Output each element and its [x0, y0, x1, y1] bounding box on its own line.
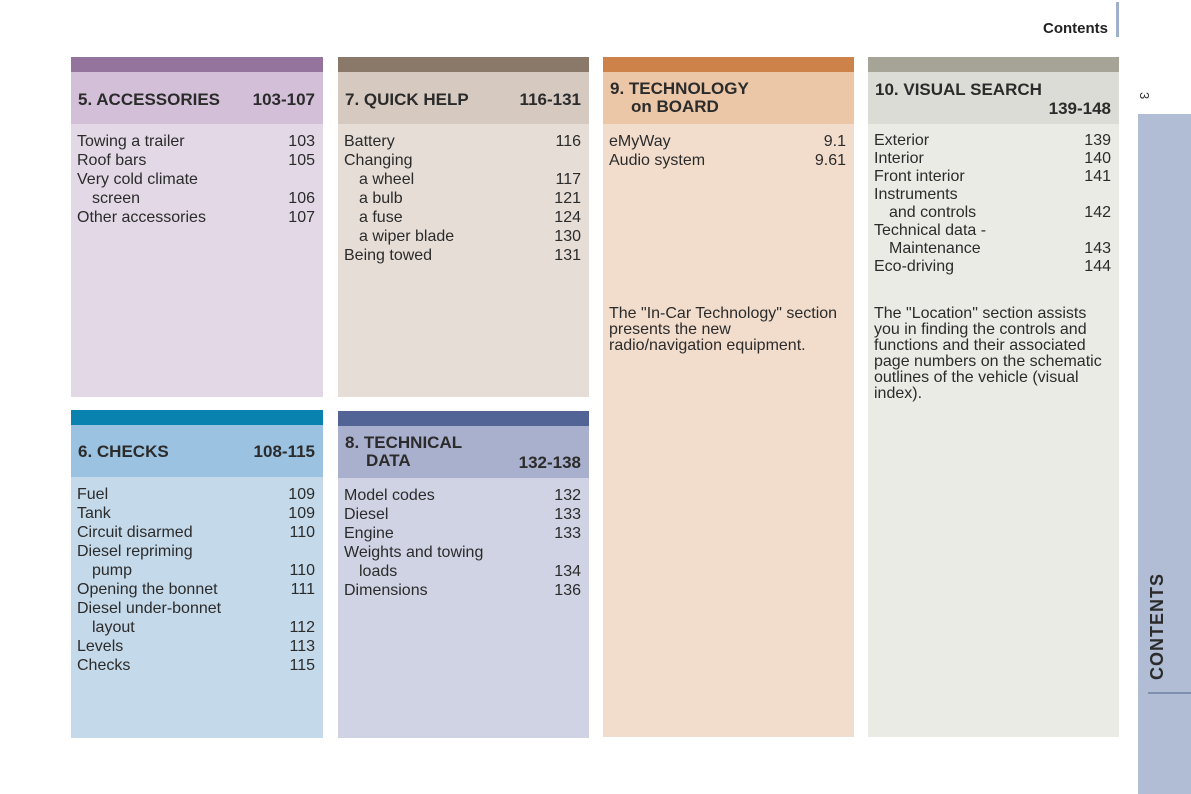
section-heading — [71, 425, 323, 477]
entry-label: Roof bars — [77, 152, 147, 169]
toc-entry[interactable] — [77, 523, 315, 542]
entry-label: layout — [92, 619, 135, 636]
side-tab-label: CONTENTS — [1147, 573, 1167, 680]
entry-page-number: 143 — [1084, 240, 1111, 257]
section-technical-data[interactable] — [338, 411, 589, 738]
entry-label: Technical data - — [874, 222, 987, 239]
entry-label: Interior — [874, 150, 924, 167]
entry-label: Tank — [77, 505, 111, 522]
entry-page-number: 110 — [289, 524, 315, 541]
entry-label: Fuel — [77, 486, 109, 503]
toc-entry[interactable] — [344, 208, 581, 227]
entry-label: Checks — [77, 657, 131, 674]
entry-label: Diesel — [344, 506, 389, 523]
section-body — [338, 478, 589, 738]
section-checks[interactable] — [71, 410, 323, 738]
entry-label: Levels — [77, 638, 124, 655]
entry-page-number: 103 — [288, 133, 315, 150]
entry-label: and controls — [889, 204, 977, 221]
entry-label: Maintenance — [889, 240, 981, 257]
section-page-range: 116-131 — [519, 90, 581, 109]
entry-label: Changing — [344, 152, 413, 169]
entry-label: Instruments — [874, 186, 958, 203]
toc-entry[interactable] — [344, 151, 581, 170]
toc-entry[interactable] — [874, 204, 1111, 222]
toc-entry[interactable] — [874, 150, 1111, 168]
toc-entry[interactable] — [77, 561, 315, 580]
section-title — [345, 434, 462, 470]
entry-label: Weights and towing — [344, 544, 484, 561]
section-heading — [868, 72, 1119, 124]
entry-page-number: 124 — [554, 209, 581, 226]
entry-page-number: 9.61 — [814, 152, 846, 169]
entry-label: Diesel under-bonnet — [77, 600, 222, 617]
toc-entry[interactable] — [874, 132, 1111, 150]
section-title — [610, 80, 749, 116]
toc-entry[interactable] — [344, 170, 581, 189]
entry-page-number: 116 — [555, 133, 581, 150]
toc-entry[interactable] — [77, 485, 315, 504]
toc-entry[interactable] — [609, 132, 846, 151]
toc-entry[interactable] — [344, 227, 581, 246]
entry-page-number: 131 — [554, 247, 581, 264]
section-title-line1: 8. TECHNICAL — [345, 433, 463, 452]
toc-entry[interactable] — [344, 246, 581, 265]
entry-label: Dimensions — [344, 582, 428, 599]
toc-entry[interactable] — [77, 656, 315, 675]
toc-entry[interactable] — [874, 186, 1111, 204]
section-visual-search[interactable] — [868, 57, 1119, 737]
section-title-line2: on BOARD — [631, 97, 719, 116]
entry-page-number: 109 — [288, 486, 315, 503]
toc-entry[interactable] — [77, 504, 315, 523]
entry-label: a wheel — [359, 171, 415, 188]
section-page-range: 132-138 — [518, 453, 581, 472]
entry-page-number: 130 — [554, 228, 581, 245]
toc-entry[interactable] — [344, 543, 581, 562]
section-technology[interactable] — [603, 57, 854, 737]
section-title: 6. CHECKS — [78, 442, 169, 461]
toc-entry[interactable] — [77, 542, 315, 561]
entry-page-number: 139 — [1084, 132, 1111, 149]
entry-label: Diesel repriming — [77, 543, 193, 560]
entry-page-number: 9.1 — [823, 133, 846, 150]
toc-entry[interactable] — [344, 132, 581, 151]
section-title-line2: DATA — [366, 451, 411, 470]
entry-label: Very cold climate — [77, 171, 198, 188]
entry-page-number: 110 — [289, 562, 315, 579]
section-body — [71, 124, 323, 397]
entry-label: Eco-driving — [874, 258, 955, 275]
entry-label: eMyWay — [609, 133, 671, 150]
entry-list — [603, 132, 854, 170]
entry-label: pump — [92, 562, 133, 579]
entry-label: Towing a trailer — [77, 133, 185, 150]
section-title: 7. QUICK HELP — [345, 90, 469, 109]
toc-entry[interactable] — [77, 208, 315, 227]
entry-page-number: 115 — [289, 657, 315, 674]
section-heading — [71, 72, 323, 124]
entry-page-number: 117 — [555, 171, 581, 188]
toc-entry[interactable] — [344, 524, 581, 543]
entry-list — [338, 132, 589, 265]
section-page-range: 139-148 — [1048, 99, 1111, 118]
toc-entry[interactable] — [77, 637, 315, 656]
toc-entry[interactable] — [77, 580, 315, 599]
entry-label: Battery — [344, 133, 395, 150]
section-heading — [603, 72, 854, 124]
entry-list — [71, 132, 323, 227]
entry-page-number: 133 — [554, 506, 581, 523]
toc-entry[interactable] — [77, 170, 315, 189]
toc-entry[interactable] — [344, 189, 581, 208]
entry-label: loads — [359, 563, 398, 580]
entry-page-number: 106 — [288, 190, 315, 207]
section-color-bar — [868, 57, 1119, 72]
entry-label: Engine — [344, 525, 394, 542]
toc-entry[interactable] — [874, 168, 1111, 186]
section-color-bar — [338, 411, 589, 426]
entry-page-number: 133 — [554, 525, 581, 542]
section-page-range: 103-107 — [252, 90, 315, 109]
entry-label: Other accessories — [77, 209, 206, 226]
entry-page-number: 111 — [290, 581, 315, 598]
entry-label: a fuse — [359, 209, 403, 226]
toc-entry[interactable] — [77, 599, 315, 618]
entry-page-number: 134 — [554, 563, 581, 580]
entry-page-number: 140 — [1084, 150, 1111, 167]
entry-list — [338, 486, 589, 600]
section-heading — [338, 72, 589, 124]
section-title: 10. VISUAL SEARCH — [875, 80, 1042, 99]
section-body — [71, 477, 323, 738]
section-body — [868, 124, 1119, 737]
header-divider — [1116, 2, 1119, 37]
entry-page-number: 132 — [554, 487, 581, 504]
entry-label: Exterior — [874, 132, 930, 149]
entry-list — [71, 485, 323, 675]
entry-page-number: 107 — [288, 209, 315, 226]
section-heading — [338, 426, 589, 478]
section-page-range: 108-115 — [253, 442, 315, 461]
toc-entry[interactable] — [344, 581, 581, 600]
side-tab-divider — [1148, 692, 1191, 694]
entry-page-number: 113 — [289, 638, 315, 655]
entry-label: Front interior — [874, 168, 965, 185]
toc-entry[interactable] — [77, 189, 315, 208]
toc-entry[interactable] — [874, 258, 1111, 276]
section-body — [338, 124, 589, 397]
entry-page-number: 141 — [1084, 168, 1111, 185]
toc-entry[interactable] — [77, 132, 315, 151]
entry-label: Audio system — [609, 152, 706, 169]
section-accessories[interactable] — [71, 57, 323, 397]
entry-label: a wiper blade — [359, 228, 455, 245]
entry-page-number: 112 — [289, 619, 315, 636]
toc-entry[interactable] — [874, 222, 1111, 240]
section-title: 5. ACCESSORIES — [78, 90, 221, 109]
entry-label: Opening the bonnet — [77, 581, 218, 598]
entry-list — [868, 132, 1119, 276]
section-note: The "Location" section assists you in finding the controls and functions and their associated page numbers on the schematic outlines of the vehicle (visual index). — [874, 305, 1102, 402]
entry-page-number: 109 — [288, 505, 315, 522]
section-color-bar — [71, 57, 323, 72]
section-title-line1: 9. TECHNOLOGY — [610, 79, 749, 98]
entry-label: a bulb — [359, 190, 403, 207]
section-color-bar — [603, 57, 854, 72]
toc-entry[interactable] — [77, 151, 315, 170]
entry-page-number: 144 — [1084, 258, 1111, 275]
page-number: 3 — [1137, 92, 1152, 100]
toc-entry[interactable] — [344, 486, 581, 505]
entry-label: Model codes — [344, 487, 435, 504]
entry-page-number: 136 — [554, 582, 581, 599]
entry-page-number: 105 — [288, 152, 315, 169]
toc-entry[interactable] — [609, 151, 846, 170]
section-body — [603, 124, 854, 737]
entry-page-number: 121 — [554, 190, 581, 207]
section-color-bar — [71, 410, 323, 425]
section-note: The "In-Car Technology" section presents the new radio/navigation equipment. — [609, 305, 838, 354]
toc-entry[interactable] — [344, 562, 581, 581]
toc-entry[interactable] — [344, 505, 581, 524]
section-quick-help[interactable] — [338, 57, 589, 397]
toc-entry[interactable] — [874, 240, 1111, 258]
entry-label: Circuit disarmed — [77, 524, 193, 541]
entry-label: screen — [92, 190, 141, 207]
page-title: Contents — [1043, 20, 1108, 37]
section-color-bar — [338, 57, 589, 72]
entry-label: Being towed — [344, 247, 433, 264]
entry-page-number: 142 — [1084, 204, 1111, 221]
toc-entry[interactable] — [77, 618, 315, 637]
